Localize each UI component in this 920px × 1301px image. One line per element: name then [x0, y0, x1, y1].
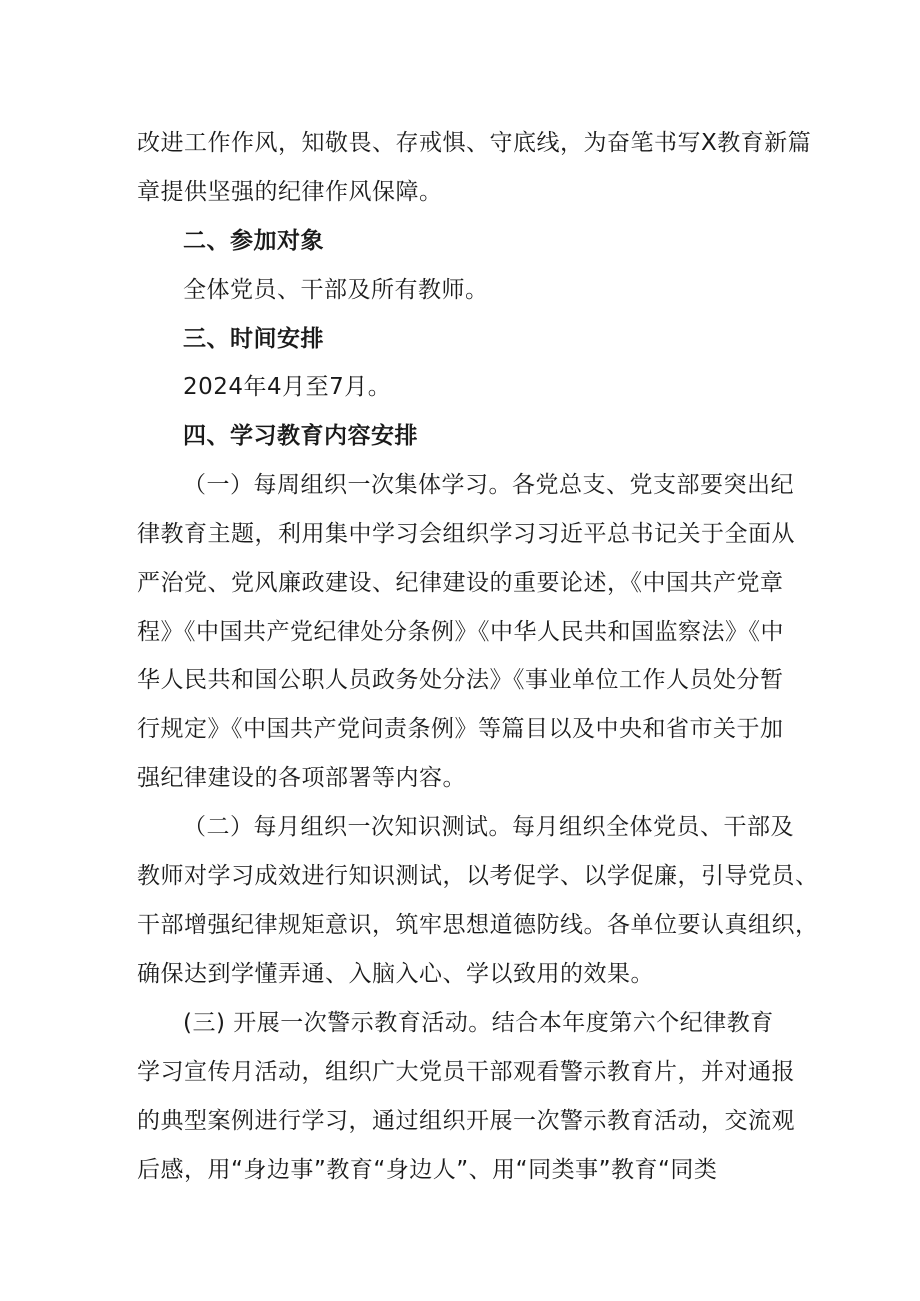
- paragraph-line: （二）每月组织一次知识测试。每月组织全体党员、干部及: [183, 814, 794, 840]
- paragraph-line: 2024年4月至7月。: [183, 374, 392, 400]
- paragraph-line: 严治党、党风廉政建设、纪律建设的重要论述，《中国共产党章: [137, 570, 784, 596]
- paragraph-line: 的典型案例进行学习，通过组织开展一次警示教育活动，交流观: [137, 1108, 795, 1134]
- paragraph-line: 章提供坚强的纪律作风保障。: [137, 179, 443, 205]
- paragraph-line: 干部增强纪律规矩意识，筑牢思想道德防线。各单位要认真组织，: [137, 912, 819, 938]
- paragraph-line: 改进工作作风，知敬畏、存戒惧、守底线，为奋笔书写X教育新篇: [137, 130, 812, 156]
- paragraph-line: 学习宣传月活动，组织广大党员干部观看警示教育片，并对通报: [137, 1059, 795, 1085]
- paragraph-line: 确保达到学懂弄通、入脑入心、学以致用的效果。: [137, 961, 654, 987]
- section-heading-participants: 二、参加对象: [183, 228, 324, 254]
- paragraph-line: 行规定》《中国共产党问责条例》等篇目以及中央和省市关于加: [137, 716, 784, 742]
- paragraph-line: 律教育主题，利用集中学习会组织学习习近平总书记关于全面从: [137, 521, 795, 547]
- paragraph-line: 强纪律建设的各项部署等内容。: [137, 765, 466, 791]
- section-heading-content: 四、学习教育内容安排: [183, 423, 418, 449]
- paragraph-line: (三) 开展一次警示教育活动。结合本年度第六个纪律教育: [183, 1010, 774, 1036]
- paragraph-line: 教师对学习成效进行知识测试，以考促学、以学促廉，引导党员、: [137, 863, 819, 889]
- paragraph-line: 后感，用“身边事”教育“身边人”、用“同类事”教育“同类: [137, 1157, 718, 1183]
- paragraph-line: （一）每周组织一次集体学习。各党总支、党支部要突出纪: [183, 472, 794, 498]
- paragraph-line: 程》《中国共产党纪律处分条例》《中华人民共和国监察法》《中: [137, 619, 784, 645]
- paragraph-line: 全体党员、干部及所有教师。: [183, 277, 489, 303]
- section-heading-schedule: 三、时间安排: [183, 326, 324, 352]
- paragraph-line: 华人民共和国公职人员政务处分法》《事业单位工作人员处分暂: [137, 667, 784, 693]
